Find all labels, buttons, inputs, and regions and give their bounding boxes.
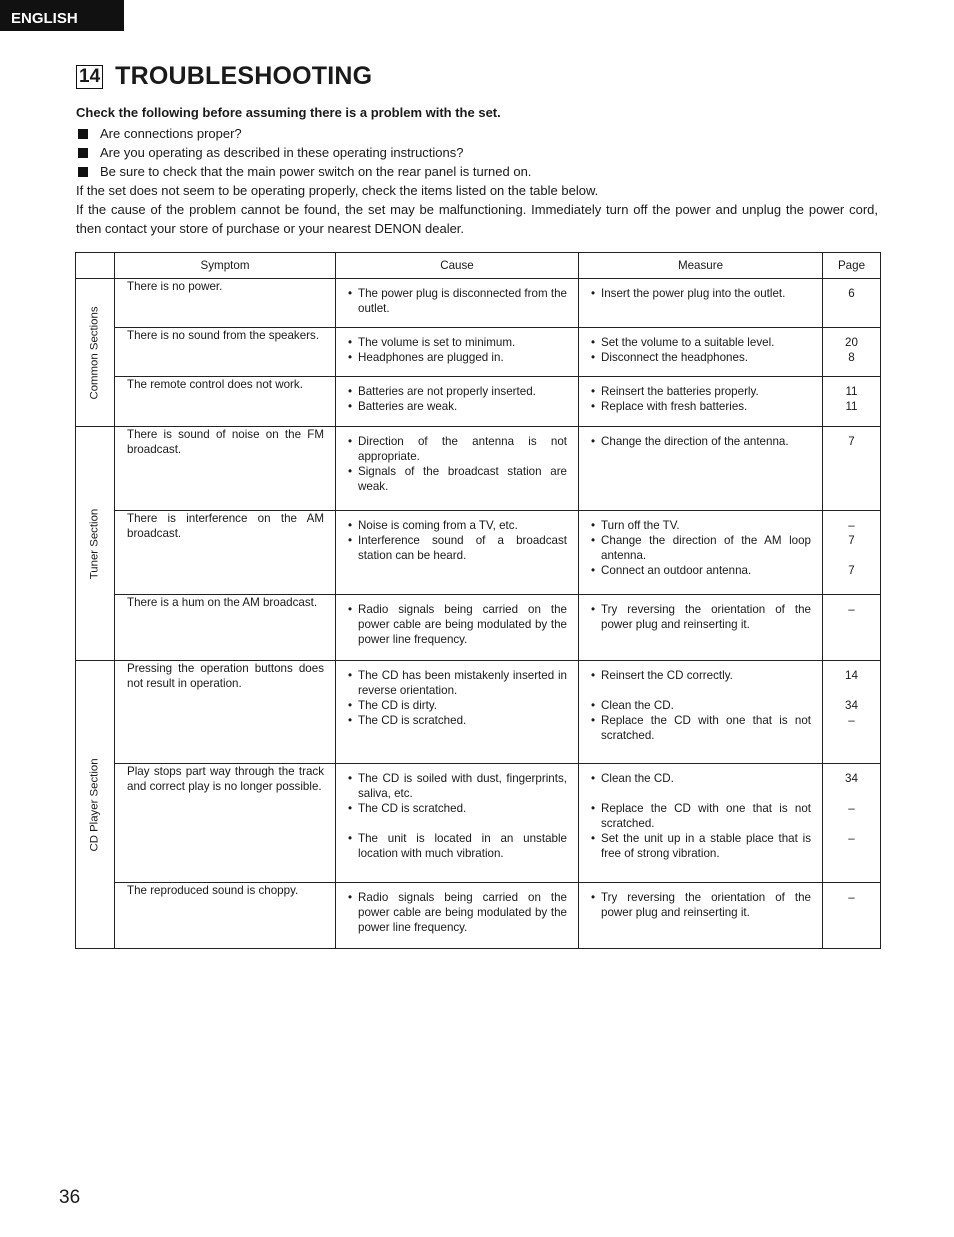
- cause-item: • Noise is coming from a TV, etc.: [348, 519, 518, 532]
- measure-cell: [579, 883, 823, 949]
- measure-cell: [579, 279, 823, 328]
- header-page: Page: [823, 253, 881, 279]
- bullet-icon: •: [591, 351, 596, 364]
- measure-item: • Disconnect the headphones.: [591, 351, 748, 364]
- cause-cell: [336, 427, 579, 511]
- bullet-icon: •: [591, 891, 596, 904]
- symptom-cell: Pressing the operation buttons does not result in operation.: [115, 661, 336, 764]
- header-group: [76, 253, 115, 279]
- page-cell: –: [823, 595, 881, 661]
- bullet-icon: •: [591, 385, 596, 398]
- bullet-icon: •: [348, 385, 353, 398]
- bullet-icon: •: [591, 772, 596, 785]
- bullet-icon: •: [591, 832, 596, 845]
- measure-item: • Clean the CD.: [591, 699, 674, 712]
- square-bullet-icon: [78, 129, 88, 139]
- cause-item: • The CD is dirty.: [348, 699, 438, 712]
- cause-cell: [336, 595, 579, 661]
- bullet-icon: •: [591, 287, 596, 300]
- measure-item: • Replace the CD with one that is not scratched.: [591, 714, 811, 742]
- table-row: [76, 328, 881, 377]
- bullet-icon: •: [591, 435, 596, 448]
- cause-item: • The unit is located in an unstable location with much vibration.: [348, 832, 567, 860]
- cause-item: • The CD is scratched.: [348, 802, 467, 815]
- cause-item: • The CD has been mistakenly inserted in reverse orientation.: [348, 669, 567, 697]
- table-row: [76, 511, 881, 595]
- troubleshooting-table: [75, 252, 881, 949]
- measure-item: • Change the direction of the antenna.: [591, 435, 789, 448]
- page-title: TROUBLESHOOTING: [115, 62, 373, 90]
- cause-item: • Radio signals being carried on the power cable are being modulated by the power line frequency.: [348, 891, 567, 934]
- page-cell: 7: [823, 427, 881, 511]
- measure-item: • Replace the CD with one that is not scratched.: [591, 802, 811, 830]
- measure-item: • Try reversing the orientation of the power plug and reinserting it.: [591, 603, 811, 631]
- bullet-icon: •: [348, 287, 353, 300]
- section-heading: [76, 62, 372, 91]
- table-row: [76, 883, 881, 949]
- measure-cell: [579, 427, 823, 511]
- measure-item: • Set the unit up in a stable place that is free of strong vibration.: [591, 832, 811, 860]
- bullet-icon: •: [348, 534, 353, 547]
- measure-item: • Reinsert the CD correctly.: [591, 669, 733, 682]
- bullet-icon: •: [348, 351, 353, 364]
- bullet-icon: •: [591, 699, 596, 712]
- page-cell: – 7 7: [823, 511, 881, 595]
- page-cell: 34 – –: [823, 764, 881, 883]
- table-row: [76, 595, 881, 661]
- cause-item: • Signals of the broadcast station are weak.: [348, 465, 567, 493]
- symptom-cell: Play stops part way through the track and correct play is no longer possible.: [115, 764, 336, 883]
- table-header-row: [76, 253, 881, 279]
- square-bullet-icon: [78, 148, 88, 158]
- cause-cell: [336, 883, 579, 949]
- cause-item: • Batteries are weak.: [348, 400, 458, 413]
- symptom-cell: There is a hum on the AM broadcast.: [115, 595, 336, 661]
- table-row: [76, 377, 881, 427]
- bullet-icon: •: [348, 400, 353, 413]
- section-number: 14: [76, 65, 103, 89]
- measure-item: • Turn off the TV.: [591, 519, 680, 532]
- measure-item: • Insert the power plug into the outlet.: [591, 287, 786, 300]
- header-symptom: Symptom: [115, 253, 336, 279]
- page-cell: 11 11: [823, 377, 881, 427]
- check-item: Are you operating as described in these operating instructions?: [76, 143, 878, 162]
- bullet-icon: •: [591, 534, 596, 547]
- symptom-cell: There is no sound from the speakers.: [115, 328, 336, 377]
- measure-item: • Set the volume to a suitable level.: [591, 336, 775, 349]
- symptom-cell: There is interference on the AM broadcast.: [115, 511, 336, 595]
- symptom-cell: There is sound of noise on the FM broadcast.: [115, 427, 336, 511]
- header-cause: Cause: [336, 253, 579, 279]
- measure-item: • Replace with fresh batteries.: [591, 400, 748, 413]
- page-cell: 14 34 –: [823, 661, 881, 764]
- bullet-icon: •: [591, 714, 596, 727]
- table-row: [76, 764, 881, 883]
- symptom-cell: There is no power.: [115, 279, 336, 328]
- header-measure: Measure: [579, 253, 823, 279]
- measure-cell: [579, 328, 823, 377]
- cause-item: • Batteries are not properly inserted.: [348, 385, 536, 398]
- bullet-icon: •: [591, 802, 596, 815]
- check-item: Are connections proper?: [76, 124, 878, 143]
- cause-item: • The CD is soiled with dust, fingerprints, saliva, etc.: [348, 772, 567, 800]
- bullet-icon: •: [348, 802, 353, 815]
- check-item: Be sure to check that the main power switch on the rear panel is turned on.: [76, 162, 878, 181]
- group-cell: [76, 661, 115, 949]
- measure-item: • Connect an outdoor antenna.: [591, 564, 752, 577]
- bullet-icon: •: [591, 519, 596, 532]
- measure-cell: [579, 661, 823, 764]
- bullet-icon: •: [591, 669, 596, 682]
- measure-cell: [579, 595, 823, 661]
- measure-item: • Try reversing the orientation of the power plug and reinserting it.: [591, 891, 811, 919]
- bullet-icon: •: [591, 336, 596, 349]
- group-label: Common Sections: [88, 305, 101, 400]
- table-row: [76, 661, 881, 764]
- cause-cell: [336, 764, 579, 883]
- page-number: 36: [59, 1187, 81, 1208]
- page-cell: –: [823, 883, 881, 949]
- bullet-icon: •: [348, 714, 353, 727]
- bullet-icon: •: [348, 603, 353, 616]
- bullet-icon: •: [348, 699, 353, 712]
- cause-item: • The CD is scratched.: [348, 714, 467, 727]
- measure-item: • Clean the CD.: [591, 772, 674, 785]
- square-bullet-icon: [78, 167, 88, 177]
- cause-cell: [336, 661, 579, 764]
- cause-cell: [336, 377, 579, 427]
- table-row: [76, 279, 881, 328]
- bullet-icon: •: [591, 603, 596, 616]
- bullet-icon: •: [591, 564, 596, 577]
- cause-cell: [336, 328, 579, 377]
- cause-item: • Direction of the antenna is not appropriate.: [348, 435, 567, 463]
- bullet-icon: •: [348, 435, 353, 448]
- table-row: [76, 427, 881, 511]
- intro-paragraph: If the cause of the problem cannot be found, the set may be malfunctioning. Immediately turn off the power and unplug the power cord, then contact your store of purchase or your nearest DENON dealer.: [76, 202, 878, 236]
- page-cell: 20 8: [823, 328, 881, 377]
- bullet-icon: •: [348, 669, 353, 682]
- bullet-icon: •: [348, 519, 353, 532]
- bullet-icon: •: [348, 465, 353, 478]
- cause-item: • Interference sound of a broadcast station can be heard.: [348, 534, 567, 562]
- intro-paragraph: If the set does not seem to be operating properly, check the items listed on the table below.: [76, 183, 599, 198]
- group-label: CD Player Section: [88, 757, 101, 852]
- bullet-icon: •: [591, 400, 596, 413]
- measure-cell: [579, 511, 823, 595]
- symptom-cell: The reproduced sound is choppy.: [115, 883, 336, 949]
- bullet-icon: •: [348, 336, 353, 349]
- cause-item: • Radio signals being carried on the power cable are being modulated by the power line frequency.: [348, 603, 567, 646]
- measure-cell: [579, 764, 823, 883]
- group-label: Tuner Section: [88, 508, 101, 579]
- cause-item: • Headphones are plugged in.: [348, 351, 504, 364]
- measure-item: • Reinsert the batteries properly.: [591, 385, 759, 398]
- cause-cell: [336, 279, 579, 328]
- cause-item: • The volume is set to minimum.: [348, 336, 516, 349]
- page-cell: 6: [823, 279, 881, 328]
- intro-lead: Check the following before assuming there is a problem with the set.: [76, 105, 501, 120]
- group-cell: [76, 427, 115, 661]
- bullet-icon: •: [348, 832, 353, 845]
- cause-item: • The power plug is disconnected from the outlet.: [348, 287, 567, 315]
- bullet-icon: •: [348, 891, 353, 904]
- measure-cell: [579, 377, 823, 427]
- group-cell: [76, 279, 115, 427]
- measure-item: • Change the direction of the AM loop antenna.: [591, 534, 811, 562]
- bullet-icon: •: [348, 772, 353, 785]
- symptom-cell: The remote control does not work.: [115, 377, 336, 427]
- intro: [76, 103, 878, 238]
- language-tab: ENGLISH: [0, 0, 124, 31]
- cause-cell: [336, 511, 579, 595]
